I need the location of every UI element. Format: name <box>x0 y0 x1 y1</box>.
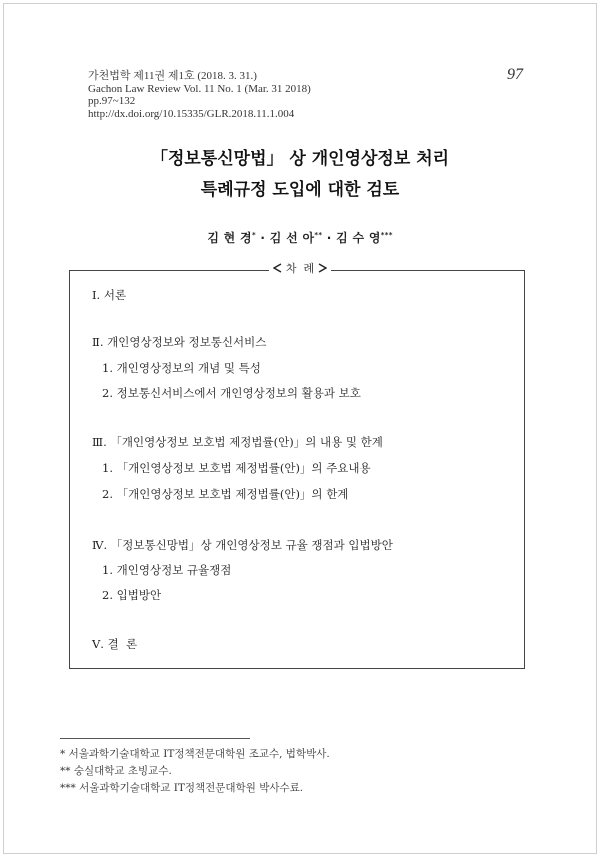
author-name: 김 수 영 <box>336 231 381 245</box>
toc-item[interactable]: 1. 개인영상정보 규율쟁점 <box>102 563 232 577</box>
author-list <box>0 229 600 246</box>
toc-item[interactable]: Ⅰ. 서론 <box>92 288 127 302</box>
toc-item[interactable]: 2. 입법방안 <box>102 588 162 602</box>
footnote: * 서울과학기술대학교 IT정책전문대학원 조교수, 법학박사. <box>60 748 330 760</box>
footnote-marker: * <box>251 231 256 239</box>
chevron-right-icon <box>318 263 327 273</box>
toc-item[interactable]: 2. 「개인영상정보 보호법 제정법률(안)」의 한계 <box>102 487 349 501</box>
journal-issue-english: Gachon Law Review Vol. 11 No. 1 (Mar. 31 2018) <box>88 82 311 95</box>
toc-item[interactable]: Ⅱ. 개인영상정보와 정보통신서비스 <box>92 335 267 349</box>
paper-title-line1: 「정보통신망법」 상 개인영상정보 처리 <box>150 149 450 169</box>
author-separator: · <box>326 231 332 245</box>
toc-item[interactable]: 1. 개인영상정보의 개념 및 특성 <box>102 361 261 375</box>
footnote-divider <box>60 738 250 739</box>
toc-heading-text: 차 례 <box>285 262 315 275</box>
footnote: ** 숭실대학교 초빙교수. <box>60 765 172 777</box>
author-separator: · <box>260 231 266 245</box>
paper-title-line2: 특례규정 도입에 대한 검토 <box>200 180 400 200</box>
toc-item[interactable]: 1. 「개인영상정보 보호법 제정법률(안)」의 주요내용 <box>102 461 371 475</box>
page-number: 97 <box>507 66 523 83</box>
footnote-marker: *** <box>380 231 393 239</box>
journal-issue: 가천법학 제11권 제1호 (2018. 3. 31.) <box>88 70 257 82</box>
toc-item[interactable]: Ⅳ. 「정보통신망법」상 개인영상정보 규율 쟁점과 입법방안 <box>92 538 393 552</box>
toc-item[interactable]: Ⅴ. 결 론 <box>92 637 138 651</box>
doi-link[interactable]: http://dx.doi.org/10.15335/GLR.2018.11.1.004 <box>88 107 295 120</box>
toc-heading <box>0 260 600 278</box>
author-name: 김 선 아 <box>269 231 315 245</box>
footnote: *** 서울과학기술대학교 IT정책전문대학원 박사수료. <box>60 782 304 794</box>
journal-meta <box>88 70 311 120</box>
footnote-marker: ** <box>314 231 323 239</box>
page-range: pp.97~132 <box>88 95 136 107</box>
toc-item[interactable]: Ⅲ. 「개인영상정보 보호법 제정법률(안)」의 내용 및 한계 <box>92 435 383 449</box>
toc-item[interactable]: 2. 정보통신서비스에서 개인영상정보의 활용과 보호 <box>102 386 361 400</box>
chevron-left-icon <box>273 263 282 273</box>
author-name: 김 현 경 <box>207 231 252 245</box>
